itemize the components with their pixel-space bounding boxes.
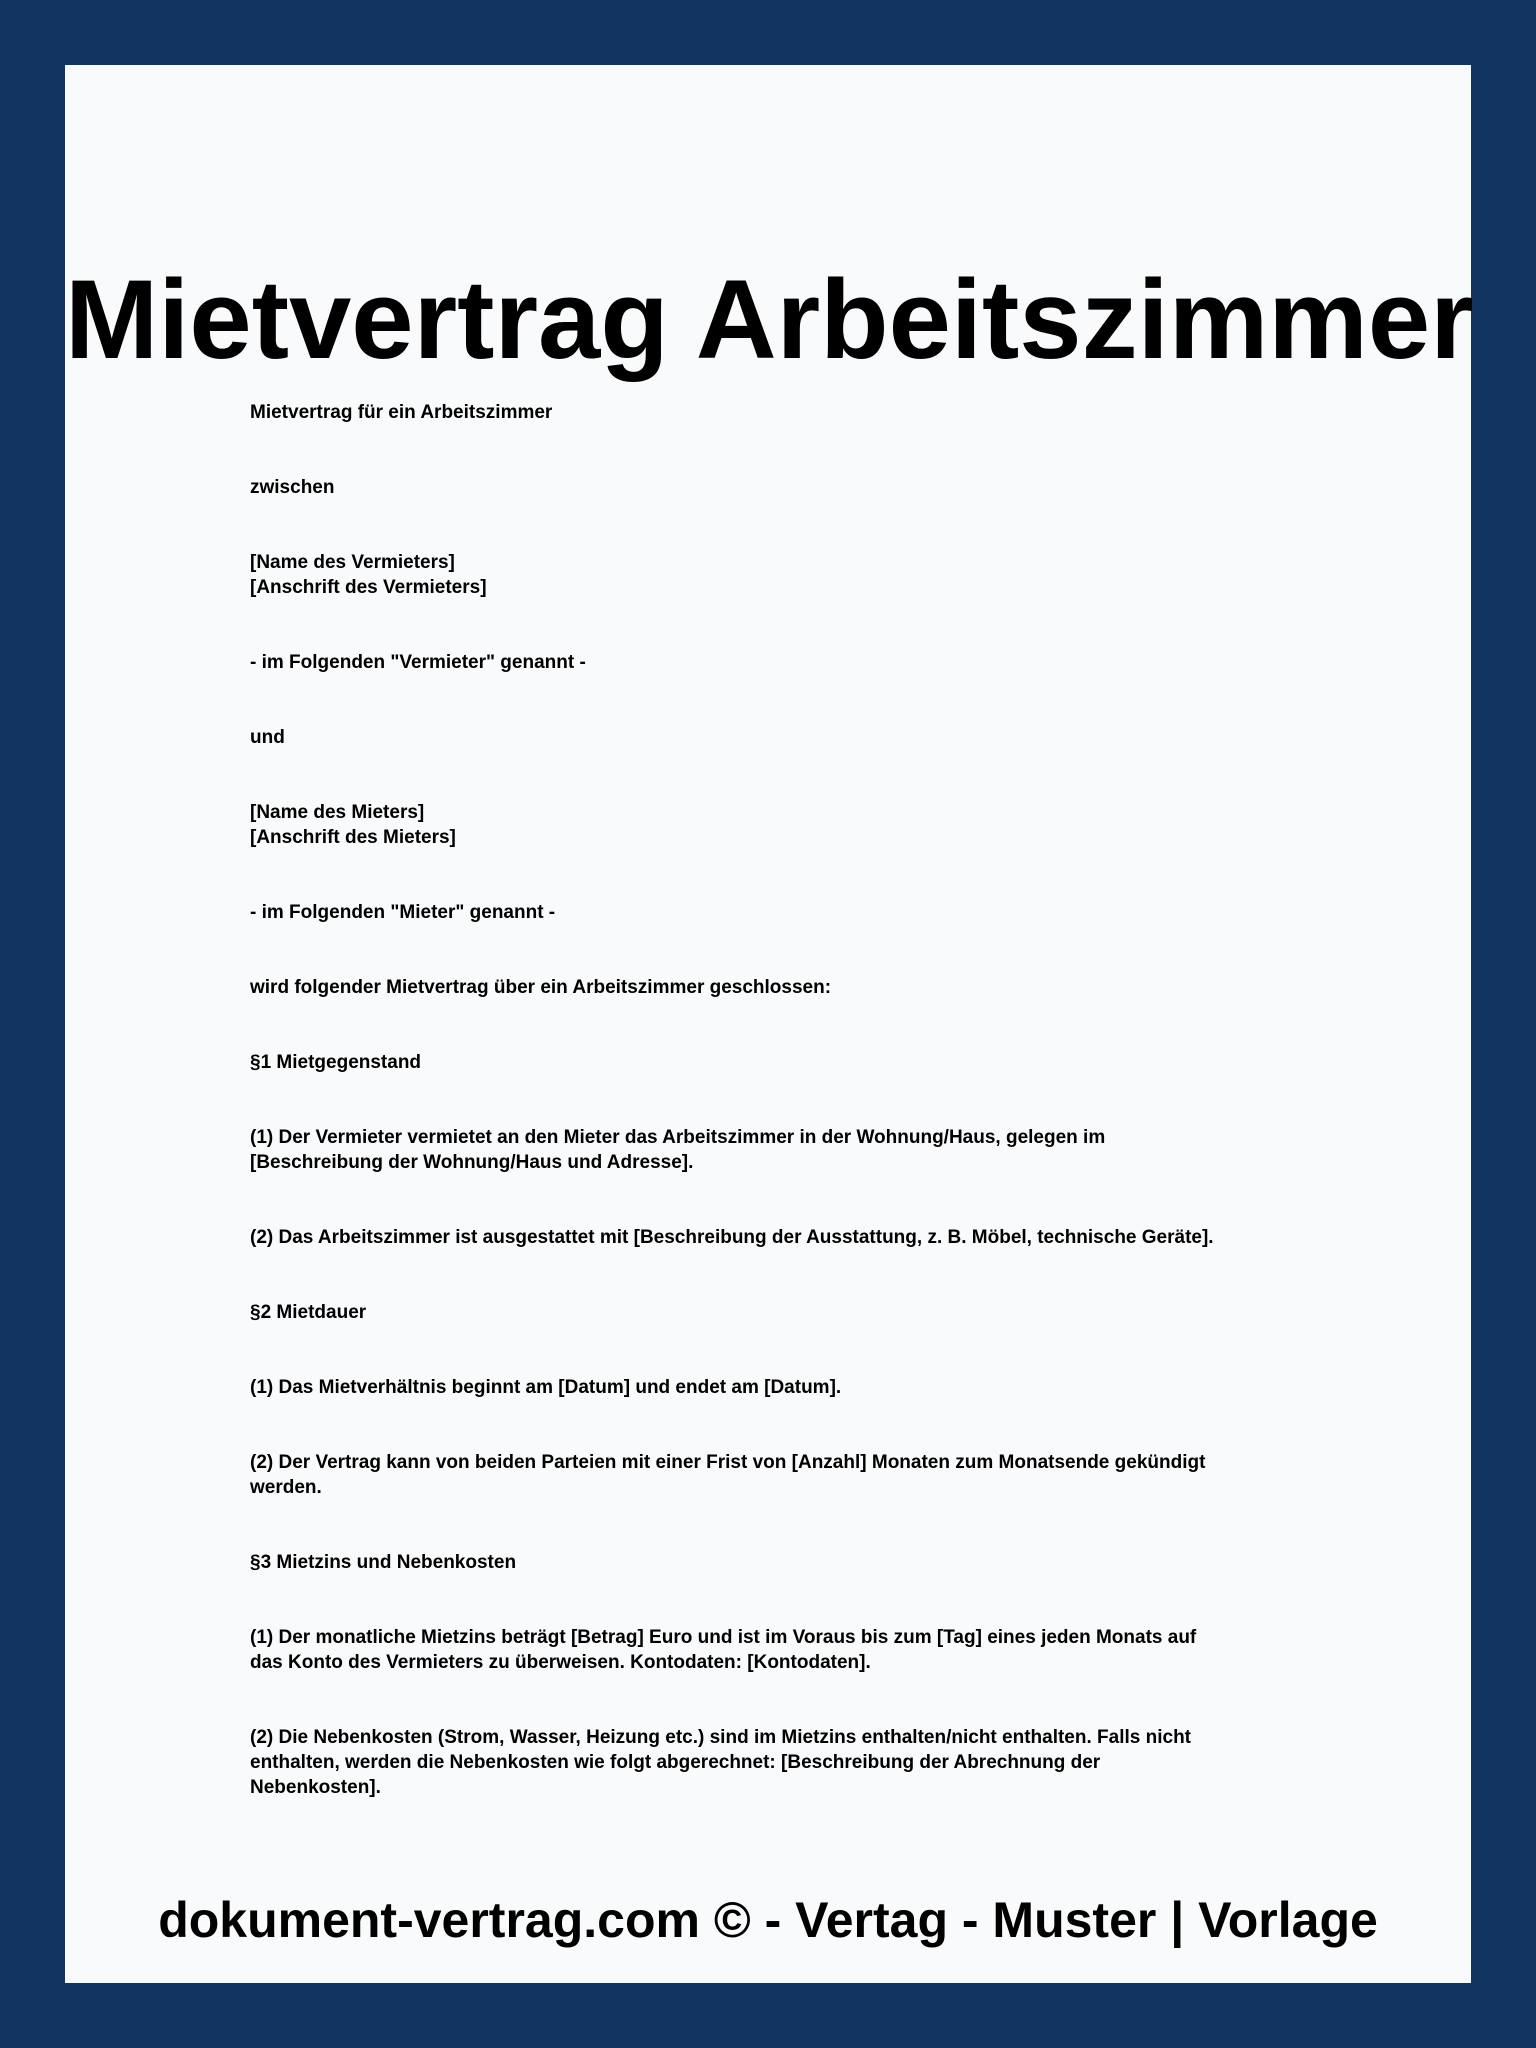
tenant-designation: - im Folgenden "Mieter" genannt - — [250, 902, 556, 923]
between-text: zwischen — [250, 477, 335, 498]
landlord-block: [Name des Vermieters] [Anschrift des Vermieters] — [250, 552, 487, 598]
clause-2-2: (2) Der Vertrag kann von beiden Parteien mit einer Frist von [Anzahl] Monaten zum Monatsende gekündigt werden. — [250, 1452, 1206, 1498]
document-title: Mietvertrag Arbeitszimmer — [65, 257, 1474, 382]
clause-3-1: (1) Der monatliche Mietzins beträgt [Betrag] Euro und ist im Voraus bis zum [Tag] eines jeden Monats auf das Konto des Vermieters zu überweisen. Kontodaten: [Kontodaten]. — [250, 1627, 1197, 1673]
and-text: und — [250, 727, 285, 748]
clause-3-2: (2) Die Nebenkosten (Strom, Wasser, Heizung etc.) sind im Mietzins enthalten/nicht enthalten. Falls nicht enthalten, werden die Nebenkosten wie folgt abgerechnet: [Beschreibung der Abrechnung der Nebenkosten]. — [250, 1727, 1192, 1798]
document-body — [250, 400, 1310, 1850]
document-page — [65, 65, 1474, 1983]
intro-text: wird folgender Mietvertrag über ein Arbeitszimmer geschlossen: — [250, 977, 832, 998]
site-footer: dokument-vertrag.com © - Vertag - Muster | Vorlage — [158, 1892, 1378, 1948]
landlord-designation: - im Folgenden "Vermieter" genannt - — [250, 652, 586, 673]
clause-1-2: (2) Das Arbeitszimmer ist ausgestattet mit [Beschreibung der Ausstattung, z. B. Möbel, technische Geräte]. — [250, 1227, 1214, 1248]
section-heading-2: §2 Mietdauer — [250, 1302, 367, 1323]
clause-1-1: (1) Der Vermieter vermietet an den Mieter das Arbeitszimmer in der Wohnung/Haus, gelegen im [Beschreibung der Wohnung/Haus und Adresse]. — [250, 1127, 1106, 1173]
section-heading-3: §3 Mietzins und Nebenkosten — [250, 1552, 517, 1573]
clause-2-1: (1) Das Mietverhältnis beginnt am [Datum] und endet am [Datum]. — [250, 1377, 842, 1398]
tenant-block: [Name des Mieters] [Anschrift des Mieters] — [250, 802, 456, 848]
contract-heading: Mietvertrag für ein Arbeitszimmer — [250, 402, 553, 423]
section-heading-1: §1 Mietgegenstand — [250, 1052, 422, 1073]
